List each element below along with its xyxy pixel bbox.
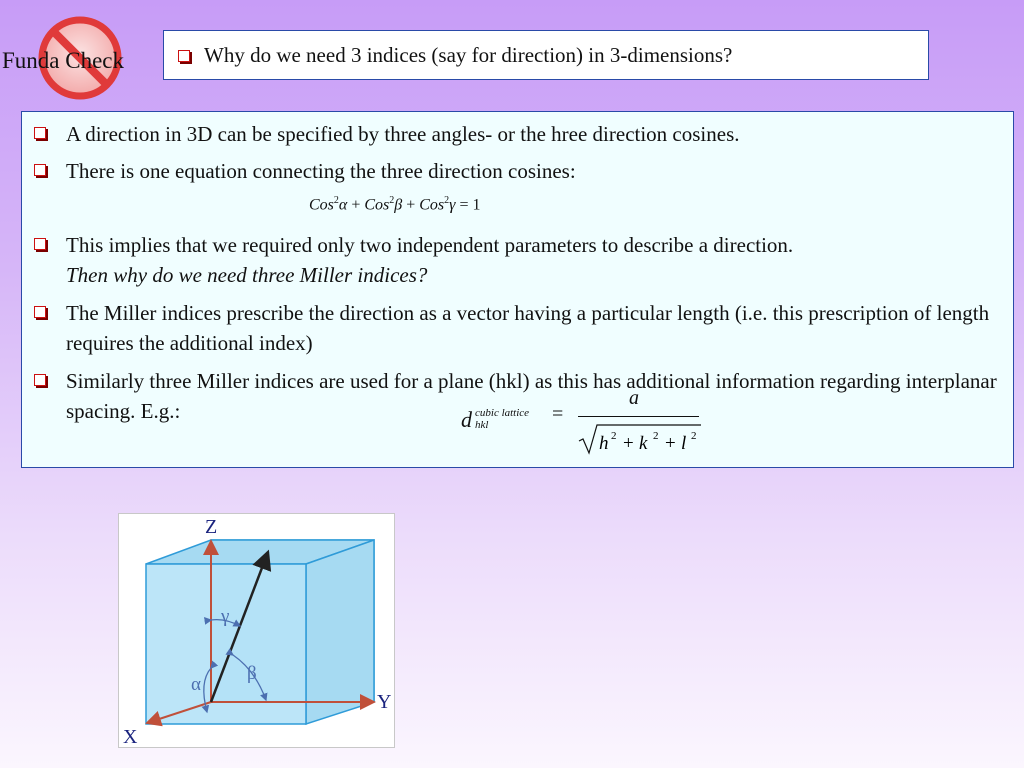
svg-text:k: k xyxy=(639,433,648,454)
bullet-item xyxy=(30,119,1006,149)
angle-label-gamma: γ xyxy=(221,606,230,627)
bullet-text: There is one equation connecting the three direction cosines: xyxy=(66,159,576,183)
axis-label-z: Z xyxy=(205,516,218,538)
checkbox-bullet-icon xyxy=(34,127,47,140)
axis-label-x: X xyxy=(123,726,138,748)
cube-front-face xyxy=(146,564,306,724)
checkbox-bullet-icon xyxy=(34,306,47,319)
svg-text:2: 2 xyxy=(691,430,697,442)
angle-label-alpha: α xyxy=(191,674,201,695)
svg-text:l: l xyxy=(681,433,687,454)
bullet-item xyxy=(30,156,1006,186)
bullet-text: Similarly three Miller indices are used for a plane (hkl) as this has additional information regarding interplanar spacing. E.g.: xyxy=(66,369,997,423)
checkbox-bullet-icon xyxy=(34,374,47,387)
bullet-item xyxy=(30,230,1006,290)
question-text: Why do we need 3 indices (say for direction) in 3-dimensions? xyxy=(204,43,733,67)
checkbox-bullet-icon xyxy=(34,164,47,177)
svg-text:2: 2 xyxy=(653,430,659,442)
checkbox-bullet-icon xyxy=(34,238,47,251)
axis-label-y: Y xyxy=(377,691,392,713)
question-box xyxy=(163,30,929,80)
funda-check-label: Funda Check xyxy=(2,48,125,73)
bullet-text: A direction in 3D can be specified by three angles- or the hree direction cosines. xyxy=(66,122,740,146)
svg-text:+: + xyxy=(623,433,634,454)
bullet-italic-question: Then why do we need three Miller indices? xyxy=(66,263,428,287)
svg-text:2: 2 xyxy=(611,430,617,442)
content-box xyxy=(21,111,1014,468)
svg-text:+: + xyxy=(665,433,676,454)
bullet-item xyxy=(30,298,1006,358)
angle-label-beta: β xyxy=(247,663,257,684)
svg-text:h: h xyxy=(599,433,609,454)
interplanar-spacing-equation: d cubic lattice hkl = a h 2 + k 2 + l 2 xyxy=(459,399,719,469)
cube-right-face xyxy=(306,540,374,724)
direction-cube-diagram xyxy=(118,513,395,748)
checkbox-bullet-icon xyxy=(178,50,191,63)
square-root-denominator xyxy=(577,419,702,457)
bullet-text: This implies that we required only two independent parameters to describe a direction. xyxy=(66,233,794,257)
direction-cosine-equation: Cos$^2$α + Cos$^2$β + Cos$^2$γ = 1 xyxy=(309,195,481,214)
bullet-text: The Miller indices prescribe the direction as a vector having a particular length (i.e. this prescription of length requires the additional index) xyxy=(66,301,990,355)
